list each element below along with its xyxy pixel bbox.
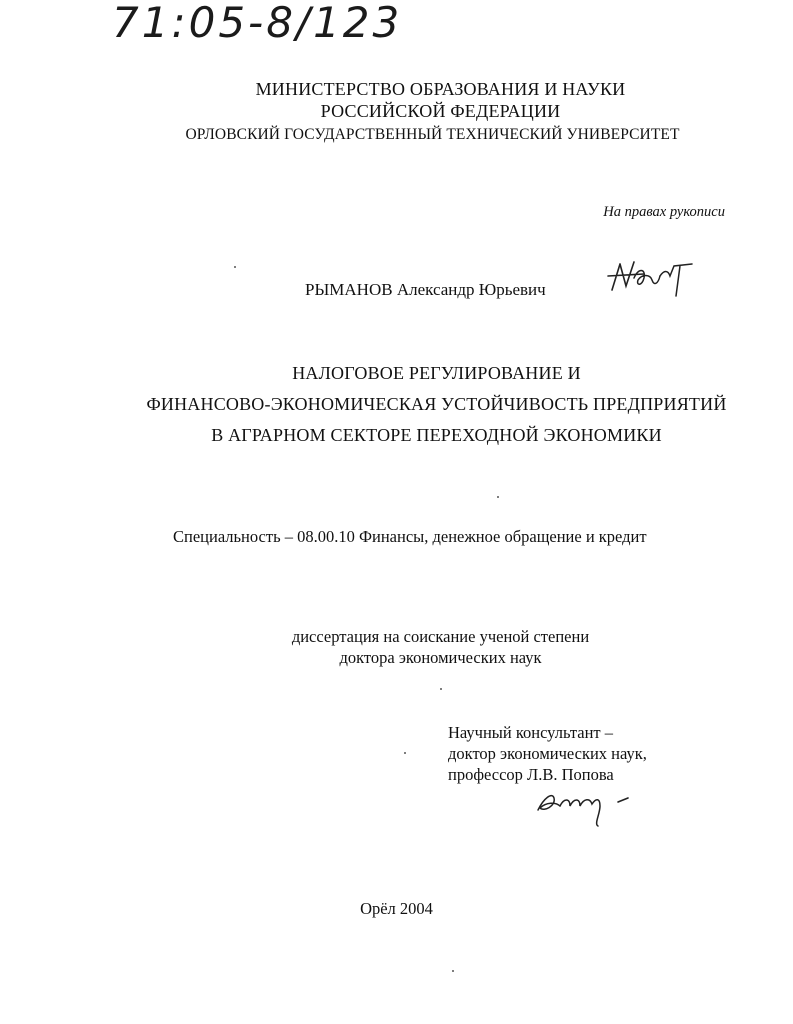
scan-speck	[404, 752, 406, 754]
archive-code-handwritten: 71:05-8/123	[112, 0, 403, 47]
degree-line-2: доктора экономических наук	[339, 648, 542, 667]
consultant-line-3: профессор Л.В. Попова	[448, 765, 614, 784]
scan-speck	[234, 266, 236, 268]
title-line-1: НАЛОГОВОЕ РЕГУЛИРОВАНИЕ И	[292, 363, 581, 383]
scientific-consultant	[448, 722, 647, 785]
dissertation-title	[40, 358, 793, 451]
manuscript-rights-note: На правах рукописи	[603, 204, 725, 220]
author-name: РЫМАНОВ Александр Юрьевич	[305, 280, 546, 299]
university-name: ОРЛОВСКИЙ ГОСУДАРСТВЕННЫЙ ТЕХНИЧЕСКИЙ УНИВЕРСИТЕТ	[185, 126, 680, 143]
author-signature	[604, 256, 699, 298]
scan-speck	[452, 970, 454, 972]
ministry-line-1: МИНИСТЕРСТВО ОБРАЗОВАНИЯ И НАУКИ	[255, 79, 626, 99]
consultant-signature	[534, 784, 634, 828]
degree-statement	[44, 626, 793, 668]
consultant-line-2: доктор экономических наук,	[448, 744, 647, 763]
ministry-line-2: РОССИЙСКОЙ ФЕДЕРАЦИИ	[320, 101, 561, 121]
ministry-header	[44, 78, 793, 122]
scan-speck	[440, 688, 442, 690]
degree-line-1: диссертация на соискание ученой степени	[291, 627, 590, 646]
title-line-2: ФИНАНСОВО-ЭКОНОМИЧЕСКАЯ УСТОЙЧИВОСТЬ ПРЕДПРИЯТИЙ	[146, 394, 727, 414]
consultant-line-1: Научный консультант –	[448, 723, 613, 742]
scan-speck	[497, 496, 499, 498]
specialty-line: Специальность – 08.00.10 Финансы, денежное обращение и кредит	[173, 527, 647, 546]
city-year: Орёл 2004	[360, 899, 433, 918]
title-line-3: В АГРАРНОМ СЕКТОРЕ ПЕРЕХОДНОЙ ЭКОНОМИКИ	[211, 425, 662, 445]
